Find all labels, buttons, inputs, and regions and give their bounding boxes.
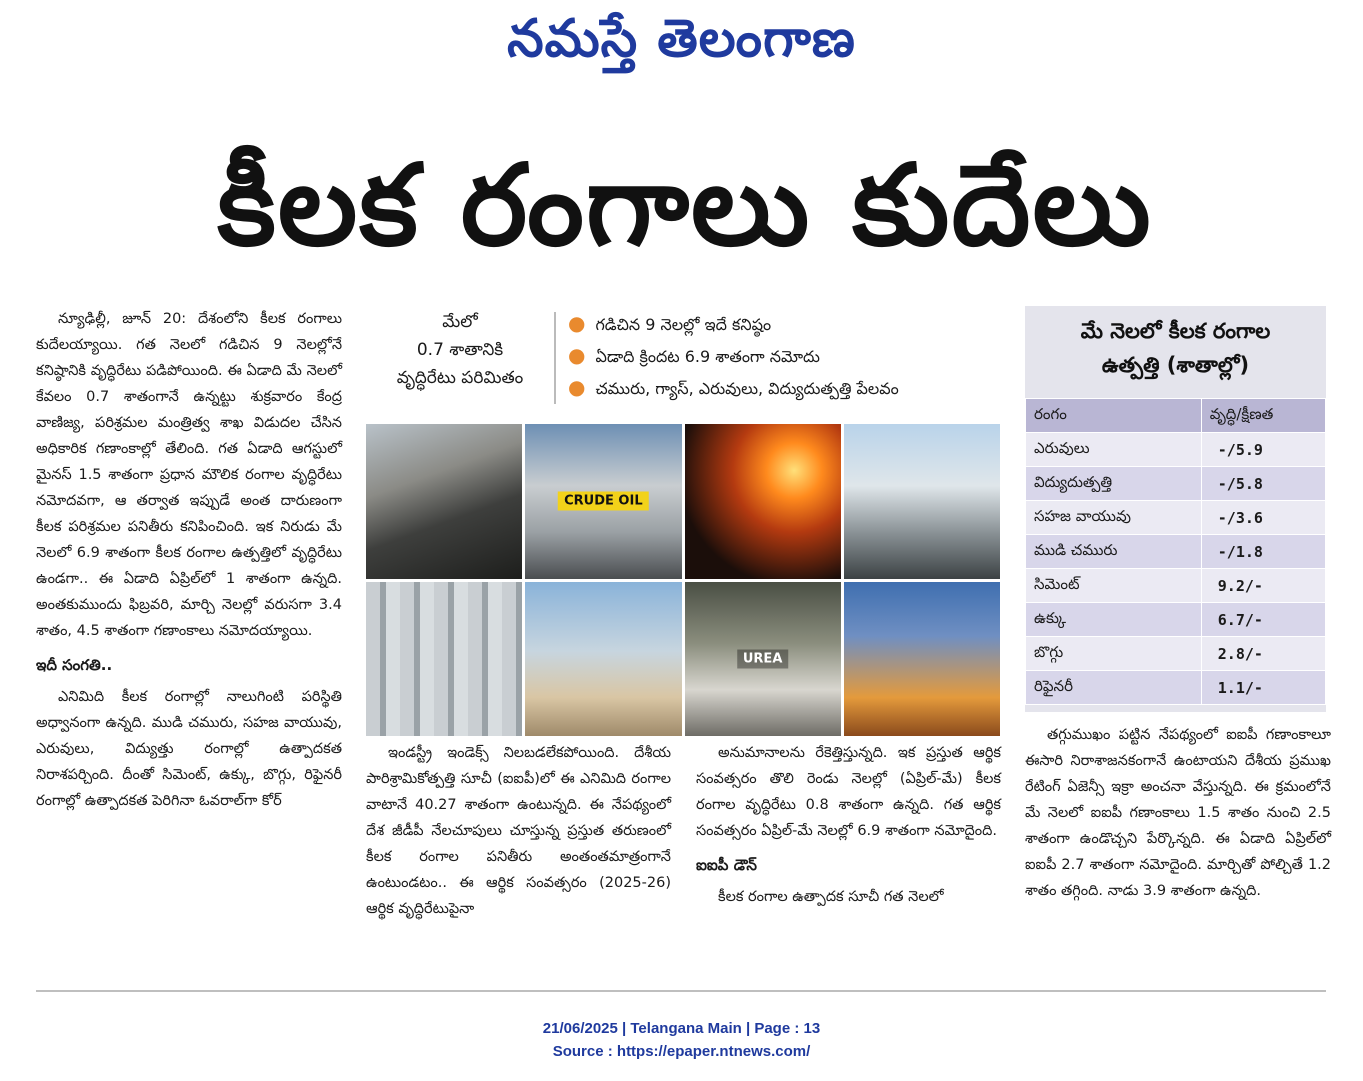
deck-divider [554,312,556,404]
table-row [1026,501,1326,535]
article-paragraph: కీలక రంగాల ఉత్పాదక సూచీ గత నెలలో [718,889,944,905]
table-header-change: వృద్ధి/క్షీణత [1201,399,1325,433]
article-column-4 [1025,722,1331,904]
sector-cell: విద్యుదుత్పత్తి [1026,467,1202,501]
bullet-dot-icon: ● [568,343,586,367]
refinery-photo [844,424,1000,579]
value-cell: -/5.8 [1201,467,1325,501]
article-column-3 [696,740,1001,910]
value-cell: 6.7/- [1201,603,1325,637]
article-paragraph: న్యూఢిల్లీ, జూన్ 20: దేశంలోని కీలక రంగాలు కుదేలయ్యాయి. గత నెలలో గడిచిన 9 నెలల్లోనే కనిష్ఠానికి వృద్ధిరేటు పడిపోయింది. ఈ ఏడాది మే నెలలో కేవలం 0.7 శాతంగానే ఉన్నట్టు శుక్రవారం కేంద్ర వాణిజ్య, పరిశ్రమల మంత్రిత్వ శాఖ విడుదల చేసిన అధికారిక గణాంకాల్లో తేలింది. గత ఏడాది ఆగస్టులో మైనస్ 1.5 శాతంగా ప్రధాన మౌలిక రంగాల వృద్ధిరేటు నమోదవగా, ఆ తర్వాత ఇప్పుడే అంత దారుణంగా కీలక పరిశ్రమల పనితీరు కనిపించింది. ఇక నిరుడు మే నెలలో 6.9 శాతంగా కీలక రంగాల ఉత్పత్తిలో వృద్ధిరేటు ఉండగా.. ఈ ఏడాది ఏప్రిల్‌లో 1 శాతంగా ఉన్నది. అంతకుముందు ఫిబ్రవరి, మార్చి నెలల్లో వరుసగా 3.4 శాతం, 4.5 శాతంగా గణాంకాలు నమోదయ్యాయి. [36,311,342,639]
table-title-line: మే నెలలో కీలక రంగాల [1080,319,1271,343]
value-cell: -/3.6 [1201,501,1325,535]
sector-cell: ఎరువులు [1026,433,1202,467]
article-column-2 [366,740,671,922]
crude-oil-pipeline-photo [525,424,681,579]
highlight-bullets [568,308,1018,404]
page-divider [36,990,1326,992]
value-cell: 9.2/- [1201,569,1325,603]
table-header-sector: రంగం [1026,399,1202,433]
bullet-item [568,308,1018,340]
sector-cell: సహజ వాయువు [1026,501,1202,535]
steel-coils-photo [366,582,522,737]
value-cell: -/5.9 [1201,433,1325,467]
fertilizer-worker-photo [685,582,841,737]
masthead-logo: నమస్తే తెలంగాణ [507,8,856,69]
sector-cell: సిమెంట్ [1026,569,1202,603]
bullet-text: గడిచిన 9 నెలల్లో ఇదే కనిష్ఠం [595,315,772,334]
value-cell: 1.1/- [1201,671,1325,705]
bullet-dot-icon: ● [568,311,586,335]
deck-line: వృద్ధిరేటు పరిమితం [396,368,524,388]
table-row [1026,433,1326,467]
table-row [1026,467,1326,501]
article-subhead: ఇదీ సంగతి.. [36,656,113,674]
footer-edition-info: 21/06/2025 | Telangana Main | Page : 13 [542,1020,821,1037]
article-column-1 [36,306,342,814]
bullet-text: చమురు, గ్యాస్, ఎరువులు, విద్యుదుత్పత్తి పేలవం [595,379,899,398]
sector-cell: బొగ్గు [1026,637,1202,671]
sector-cell: రిఫైనరీ [1026,671,1202,705]
bullet-text: ఏడాది క్రిందట 6.9 శాతంగా నమోదు [595,347,820,366]
urea-label: UREA [737,649,789,668]
cement-plant-photo [525,582,681,737]
photo-collage [366,424,1000,736]
table-header-row [1026,399,1326,433]
core-sectors-table [1025,398,1326,705]
article-paragraph: తగ్గుముఖం పట్టిన నేపథ్యంలో ఐఐపీ గణాంకాలూ ఈసారి నిరాశాజనకంగానే ఉంటాయని దేశీయ ప్రముఖ రేటింగ్ ఏజెన్సీ ఇక్రా అంచనా వేస్తున్నది. ఈ క్రమంలోనే మే నెలలో ఐఐపీ గణాంకాలు 1.5 శాతం నుంచి 2.5 శాతంగా ఉండొచ్చని పేర్కొన్నది. ఈ ఏడాది ఏప్రిల్‌లో ఐఐపీ 2.7 శాతంగా నమోదైంది. మార్చితో పోల్చితే 1.2 శాతం తగ్గింది. నాడు 3.9 శాతంగా ఉన్నది. [1025,727,1331,899]
article-paragraph: ఇండస్ట్రీ ఇండెక్స్ నిలబడలేకపోయింది. దేశీయ పారిశ్రామికోత్పత్తి సూచీ (ఐఐపీ)లో ఈ ఎనిమిది రంగాల వాటానే 40.27 శాతంగా ఉంటున్నది. ఈ నేపథ్యంలో దేశ జీడీపీ నేలచూపులు చూస్తున్న ప్రస్తుత తరుణంలో కీలక రంగాల పనితీరు అంతంతమాత్రంగానే ఉంటుండటం.. ఈ ఆర్థిక సంవత్సరం (2025-26) ఆర్థిక వృద్ధిరేటుపైనా [366,745,671,917]
bullet-item [568,372,1018,404]
deck [368,308,552,392]
deck-line: 0.7 శాతానికి [416,340,504,360]
article-subhead: ఐఐపీ డౌన్ [696,856,757,874]
table-title [1025,306,1326,398]
bullet-item [568,340,1018,372]
value-cell: 2.8/- [1201,637,1325,671]
table-row [1026,535,1326,569]
crude-oil-label: CRUDE OIL [558,492,648,511]
table-row [1026,671,1326,705]
deck-line: మేలో [442,312,478,332]
sector-cell: ముడి చమురు [1026,535,1202,569]
table-row [1026,603,1326,637]
table-title-line: ఉత్పత్తి (శాతాల్లో) [1101,353,1250,377]
sector-cell: ఉక్కు [1026,603,1202,637]
core-sectors-table-box [1025,306,1326,712]
footer-source-link[interactable]: Source : https://epaper.ntnews.com/ [552,1043,811,1060]
power-lines-photo [844,582,1000,737]
article-paragraph: అనుమానాలను రేకెత్తిస్తున్నది. ఇక ప్రస్తుత ఆర్థిక సంవత్సరం తొలి రెండు నెలల్లో (ఏప్రిల్-మే) కీలక రంగాల వృద్ధిరేటు 0.8 శాతంగా ఉన్నది. గత ఆర్థిక సంవత్సరం ఏప్రిల్-మే నెలల్లో 6.9 శాతంగా నమోదైంది. [696,745,1001,839]
table-row [1026,569,1326,603]
headline: కీలక రంగాలు కుదేలు [217,141,1153,271]
table-row [1026,637,1326,671]
coal-mining-photo [366,424,522,579]
article-paragraph: ఎనిమిది కీలక రంగాల్లో నాలుగింటి పరిస్థితి అధ్వానంగా ఉన్నది. ముడి చమురు, సహజ వాయువు, ఎరువులు, విద్యుత్తు రంగాల్లో ఉత్పాదకత నిరాశపర్చింది. దీంతో సిమెంట్, ఉక్కు, బొగ్గు, రిఫైనరీ రంగాల్లో ఉత్పాదకత పెరిగినా ఓవరాల్‌గా కోర్ [36,689,342,809]
bullet-dot-icon: ● [568,375,586,399]
value-cell: -/1.8 [1201,535,1325,569]
gas-flare-photo [685,424,841,579]
